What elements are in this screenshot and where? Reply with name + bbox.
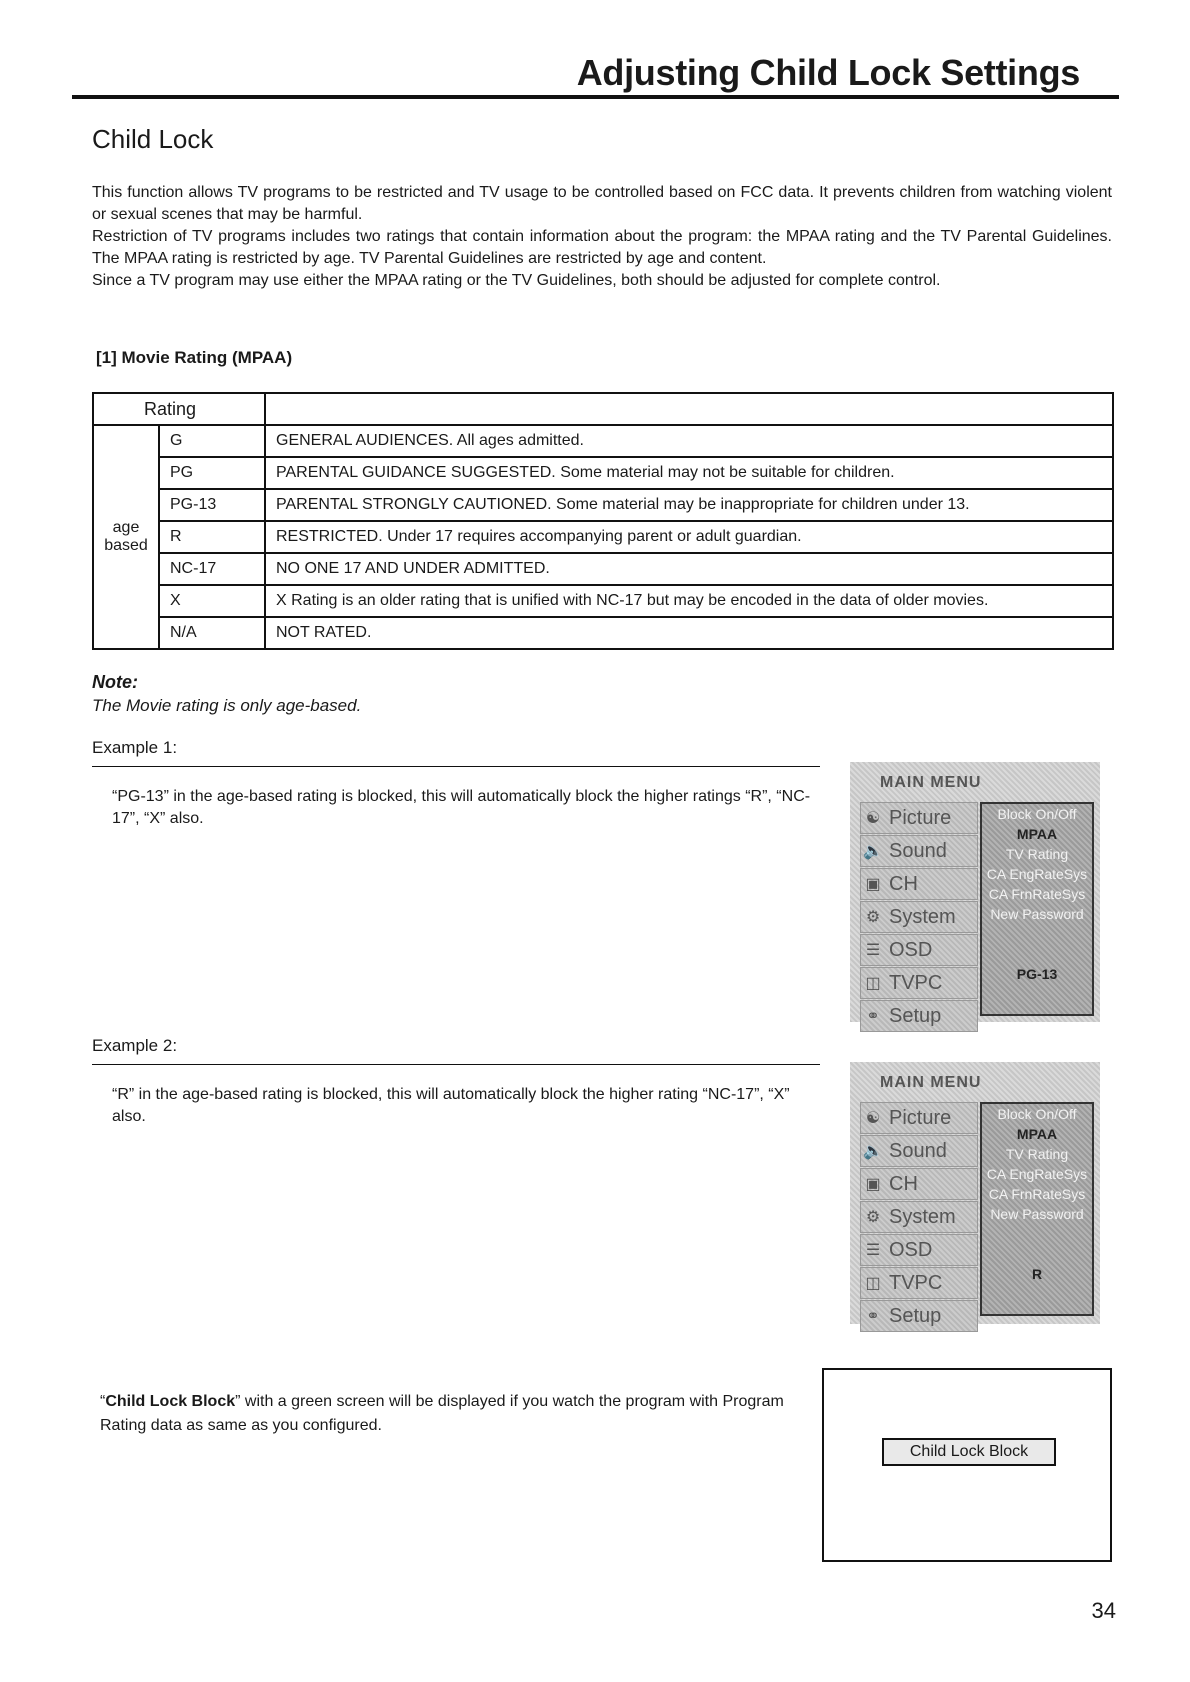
table-row bbox=[93, 617, 1113, 649]
table-row bbox=[93, 553, 1113, 585]
intro-paragraph-2: Restriction of TV programs includes two ratings that contain information about the program: the MPAA rating and the TV Parental Guidelines. The MPAA rating is restricted by age. TV Parental Guidelines are restricted by age and content. bbox=[92, 228, 1112, 267]
blocked-rating-value: R bbox=[1031, 1266, 1043, 1282]
rating-desc: X Rating is an older rating that is unified with NC-17 but may be encoded in the data of older movies. bbox=[265, 585, 1113, 617]
rating-desc: PARENTAL GUIDANCE SUGGESTED. Some material may not be suitable for children. bbox=[265, 457, 1113, 489]
tv-icon: ▣ bbox=[865, 876, 881, 893]
rating-code: N/A bbox=[159, 617, 265, 649]
list-icon: ☰ bbox=[865, 942, 881, 959]
rating-desc: PARENTAL STRONGLY CAUTIONED. Some material may be inappropriate for children under 13. bbox=[265, 489, 1113, 521]
sub-item-mpaa: MPAA bbox=[1016, 1126, 1058, 1142]
menu-item-system bbox=[860, 1201, 978, 1233]
example-1-label: Example 1: bbox=[92, 738, 178, 757]
menu-item-label: TVPC bbox=[889, 971, 943, 994]
menu-item-label: System bbox=[889, 905, 956, 928]
example-2-text: “R” in the age-based rating is blocked, this will automatically block the higher rating “NC-17”, “X” also. bbox=[112, 1086, 790, 1125]
menu-item-label: Sound bbox=[889, 839, 947, 862]
menu-item-label: CH bbox=[889, 872, 918, 895]
page-title: Adjusting Child Lock Settings bbox=[576, 52, 1080, 93]
age-based-label bbox=[93, 425, 159, 649]
table-row bbox=[93, 393, 1113, 425]
rating-code: X bbox=[159, 585, 265, 617]
sub-item-tv-rating: TV Rating bbox=[1005, 846, 1069, 862]
menu-item-osd bbox=[860, 1234, 978, 1266]
sub-item-new-password: New Password bbox=[990, 906, 1084, 922]
menu-item-picture bbox=[860, 1102, 978, 1134]
sub-item-ca-eng: CA EngRateSys bbox=[986, 866, 1088, 882]
menu-item-ch bbox=[860, 868, 978, 900]
note-text: The Movie rating is only age-based. bbox=[92, 696, 362, 715]
rating-desc: NO ONE 17 AND UNDER ADMITTED. bbox=[265, 553, 1113, 585]
sub-item-ca-eng: CA EngRateSys bbox=[986, 1166, 1088, 1182]
rating-code: NC-17 bbox=[159, 553, 265, 585]
intro-paragraph-3: Since a TV program may use either the MPAA rating or the TV Guidelines, both should be adjusted for complete control. bbox=[92, 272, 941, 289]
setup-icon: ⚭ bbox=[866, 1308, 880, 1325]
menu-item-label: Sound bbox=[889, 1139, 947, 1162]
open-quote: “ bbox=[100, 1393, 106, 1410]
example-2-divider bbox=[92, 1064, 820, 1065]
menu-item-sound bbox=[860, 835, 978, 867]
age-based-text: age based bbox=[104, 519, 148, 554]
setup-icon: ⚭ bbox=[866, 1008, 880, 1025]
rating-code: PG bbox=[159, 457, 265, 489]
speaker-icon: 🔈 bbox=[863, 843, 883, 860]
speaker-icon: 🔈 bbox=[863, 1143, 883, 1160]
menu-item-tvpc bbox=[860, 1267, 978, 1299]
menu-item-sound bbox=[860, 1135, 978, 1167]
menu-item-label: TVPC bbox=[889, 1271, 943, 1294]
sub-item-new-password: New Password bbox=[990, 1206, 1084, 1222]
menu-item-picture bbox=[860, 802, 978, 834]
intro-paragraph-1: This function allows TV programs to be restricted and TV usage to be controlled based on FCC data. It prevents children from watching violent or sexual scenes that may be harmful. bbox=[92, 184, 1112, 223]
menu-item-osd bbox=[860, 934, 978, 966]
menu-item-label: OSD bbox=[889, 938, 933, 961]
movie-rating-subtitle: [1] Movie Rating (MPAA) bbox=[96, 348, 293, 367]
table-row bbox=[93, 521, 1113, 553]
list-icon: ☰ bbox=[865, 1242, 881, 1259]
child-lock-block-bold: Child Lock Block bbox=[105, 1393, 236, 1410]
picture-icon: ☯ bbox=[865, 810, 881, 827]
table-row bbox=[93, 489, 1113, 521]
monitor-icon: ◫ bbox=[865, 975, 881, 992]
title-divider bbox=[72, 95, 1119, 99]
table-row bbox=[93, 457, 1113, 489]
main-menu-screenshot-1 bbox=[850, 762, 1100, 1027]
sub-menu-panel bbox=[980, 1102, 1094, 1316]
child-lock-block-screen bbox=[822, 1368, 1112, 1562]
sub-item-tv-rating: TV Rating bbox=[1005, 1146, 1069, 1162]
rating-desc: GENERAL AUDIENCES. All ages admitted. bbox=[265, 425, 1113, 457]
menu-item-ch bbox=[860, 1168, 978, 1200]
example-2-label: Example 2: bbox=[92, 1036, 178, 1055]
menu-items bbox=[860, 1102, 978, 1333]
child-lock-block-label: Child Lock Block bbox=[882, 1438, 1056, 1466]
menu-item-label: CH bbox=[889, 1172, 918, 1195]
gear-icon: ⚙ bbox=[865, 1209, 881, 1226]
menu-item-tvpc bbox=[860, 967, 978, 999]
menu-item-system bbox=[860, 901, 978, 933]
menu-item-label: Picture bbox=[889, 806, 952, 829]
section-title: Child Lock bbox=[92, 124, 214, 154]
menu-item-label: Setup bbox=[889, 1304, 942, 1327]
movie-rating-table bbox=[92, 392, 1114, 650]
picture-icon: ☯ bbox=[865, 1110, 881, 1127]
menu-item-setup bbox=[860, 1300, 978, 1332]
sub-item-block: Block On/Off bbox=[997, 806, 1077, 822]
menu-item-label: System bbox=[889, 1205, 956, 1228]
monitor-icon: ◫ bbox=[865, 1275, 881, 1292]
sub-item-mpaa: MPAA bbox=[1016, 826, 1058, 842]
note-label: Note: bbox=[92, 672, 138, 692]
rating-code: R bbox=[159, 521, 265, 553]
menu-items bbox=[860, 802, 978, 1033]
menu-item-label: OSD bbox=[889, 1238, 933, 1261]
sub-item-ca-frn: CA FrnRateSys bbox=[988, 886, 1086, 902]
tv-icon: ▣ bbox=[865, 1176, 881, 1193]
table-row bbox=[93, 585, 1113, 617]
table-header-blank bbox=[265, 393, 1113, 425]
menu-item-label: Picture bbox=[889, 1106, 952, 1129]
gear-icon: ⚙ bbox=[865, 909, 881, 926]
table-header: Rating bbox=[93, 393, 265, 425]
blocked-rating-value: PG-13 bbox=[1016, 966, 1058, 982]
menu-title: MAIN MENU bbox=[880, 1074, 982, 1091]
child-lock-block-description bbox=[100, 1390, 800, 1438]
rating-code: G bbox=[159, 425, 265, 457]
sub-item-ca-frn: CA FrnRateSys bbox=[988, 1186, 1086, 1202]
rating-desc: RESTRICTED. Under 17 requires accompanying parent or adult guardian. bbox=[265, 521, 1113, 553]
table-row bbox=[93, 425, 1113, 457]
main-menu-screenshot-2 bbox=[850, 1062, 1100, 1327]
example-1-text: “PG-13” in the age-based rating is blocked, this will automatically block the higher ratings “R”, “NC-17”, “X” also. bbox=[112, 788, 811, 827]
menu-item-setup bbox=[860, 1000, 978, 1032]
page-number: 34 bbox=[1091, 1598, 1116, 1623]
rating-desc: NOT RATED. bbox=[265, 617, 1113, 649]
sub-item-block: Block On/Off bbox=[997, 1106, 1077, 1122]
child-lock-block-rest: ” with a green screen will be displayed if you watch the program with Program Rating data as same as you configured. bbox=[100, 1393, 784, 1434]
menu-item-label: Setup bbox=[889, 1004, 942, 1027]
rating-code: PG-13 bbox=[159, 489, 265, 521]
example-1-divider bbox=[92, 766, 820, 767]
sub-menu-panel bbox=[980, 802, 1094, 1016]
menu-title: MAIN MENU bbox=[880, 774, 982, 791]
